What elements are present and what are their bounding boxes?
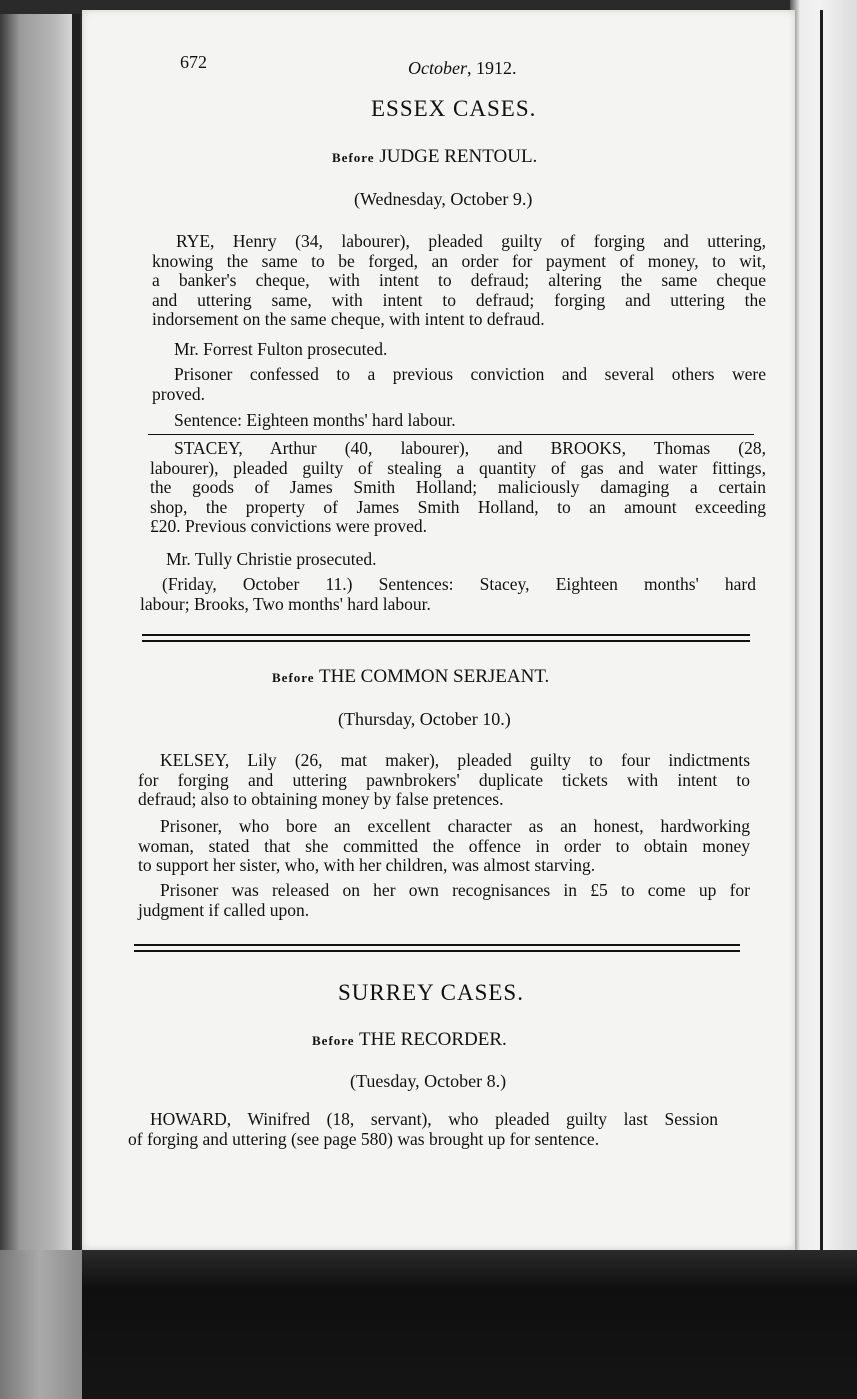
section-double-rule-bottom <box>142 640 750 642</box>
surrey-before-heading <box>312 1029 507 1051</box>
recorder-name: THE RECORDER. <box>359 1029 507 1050</box>
stacey-prosecutor: Mr. Tully Christie prosecuted. <box>166 549 377 569</box>
text-line: of forging and uttering (see page 580) was brought up for sentence. <box>128 1128 600 1149</box>
text-line: labourer), pleaded guilty of stealing a quantity of gas and water fittings, <box>150 457 766 478</box>
text-line: proved. <box>152 383 205 404</box>
before-label: Before <box>332 150 375 165</box>
text-line: for forging and uttering pawnbrokers' duplicate tickets with intent to <box>138 769 750 790</box>
essex-date: (Wednesday, October 9.) <box>354 189 533 209</box>
text-line: HOWARD, Winifred (18, servant), who pleaded guilty last Session <box>150 1109 718 1129</box>
rye-prosecutor: Mr. Forrest Fulton prosecuted. <box>174 339 388 359</box>
text-line: and uttering same, with intent to defraud; forging and uttering the <box>152 289 766 310</box>
text-line: indorsement on the same cheque, with intent to defraud. <box>152 309 545 329</box>
kelsey-release <box>138 881 750 920</box>
serjeant-name: THE COMMON SERJEANT. <box>319 666 550 687</box>
page-edge-line <box>820 10 823 1250</box>
text-line: labour; Brooks, Two months' hard labour. <box>140 593 431 614</box>
section-double-rule-bottom <box>134 950 740 952</box>
text-line: £20. Previous convictions were proved. <box>150 516 428 536</box>
rye-sentence: Sentence: Eighteen months' hard labour. <box>174 410 456 430</box>
text-line: defraud; also to obtaining money by false pretences. <box>138 789 504 809</box>
text-line: KELSEY, Lily (26, mat maker), pleaded guilty to four indictments <box>160 750 750 770</box>
text-line: woman, stated that she committed the offence in order to obtain money <box>138 835 750 856</box>
serjeant-before-heading <box>272 666 549 688</box>
text-line: Prisoner, who bore an excellent character as an honest, hardworking <box>160 816 750 836</box>
text-line: a banker's cheque, with intent to defraud; altering the same cheque <box>152 270 766 290</box>
section-double-rule-top <box>134 944 740 946</box>
page-number: 672 <box>180 52 207 72</box>
case-stacey-brooks <box>150 439 766 537</box>
before-label: Before <box>272 670 315 685</box>
scan-bottom-left-paper <box>0 1250 82 1399</box>
kelsey-character <box>138 817 750 876</box>
surrey-section-title: SURREY CASES. <box>338 980 524 1005</box>
scan-bottom-edge <box>0 1250 857 1399</box>
section-double-rule-top <box>142 634 750 636</box>
essex-section-title: ESSEX CASES. <box>371 96 537 121</box>
text-line: judgment if called upon. <box>138 899 310 920</box>
essex-before-heading <box>332 146 537 168</box>
case-kelsey <box>138 751 750 810</box>
text-line: shop, the property of James Smith Holland, to an amount exceeding <box>150 496 766 517</box>
case-howard <box>128 1110 718 1149</box>
text-line: to support her sister, who, with her children, was almost starving. <box>138 855 596 875</box>
text-line: Prisoner confessed to a previous conviction and several others were <box>174 364 766 384</box>
header-month: October <box>408 58 467 78</box>
surrey-date: (Tuesday, October 8.) <box>350 1071 507 1091</box>
adjacent-page-edge <box>790 0 857 1255</box>
text-line: the goods of James Smith Holland; maliciously damaging a certain <box>150 477 766 497</box>
judge-name: JUDGE RENTOUL. <box>379 146 538 167</box>
document-page <box>80 10 795 1250</box>
case-rye <box>152 232 766 330</box>
rye-confession <box>152 365 766 404</box>
stacey-sentences <box>140 575 756 614</box>
text-line: (Friday, October 11.) Sentences: Stacey, Eighteen months' hard <box>162 574 756 594</box>
case-separator-rule <box>148 434 754 435</box>
text-line: knowing the same to be forged, an order for payment of money, to wit, <box>152 250 766 271</box>
text-line: Prisoner was released on her own recognisances in £5 to come up for <box>160 880 750 900</box>
before-label: Before <box>312 1033 355 1048</box>
text-line: STACEY, Arthur (40, labourer), and BROOKS, Thomas (28, <box>174 438 766 458</box>
running-header-date <box>408 58 516 79</box>
header-year: , 1912. <box>466 58 517 78</box>
text-line: RYE, Henry (34, labourer), pleaded guilty of forging and uttering, <box>176 231 766 251</box>
serjeant-date: (Thursday, October 10.) <box>338 709 511 729</box>
